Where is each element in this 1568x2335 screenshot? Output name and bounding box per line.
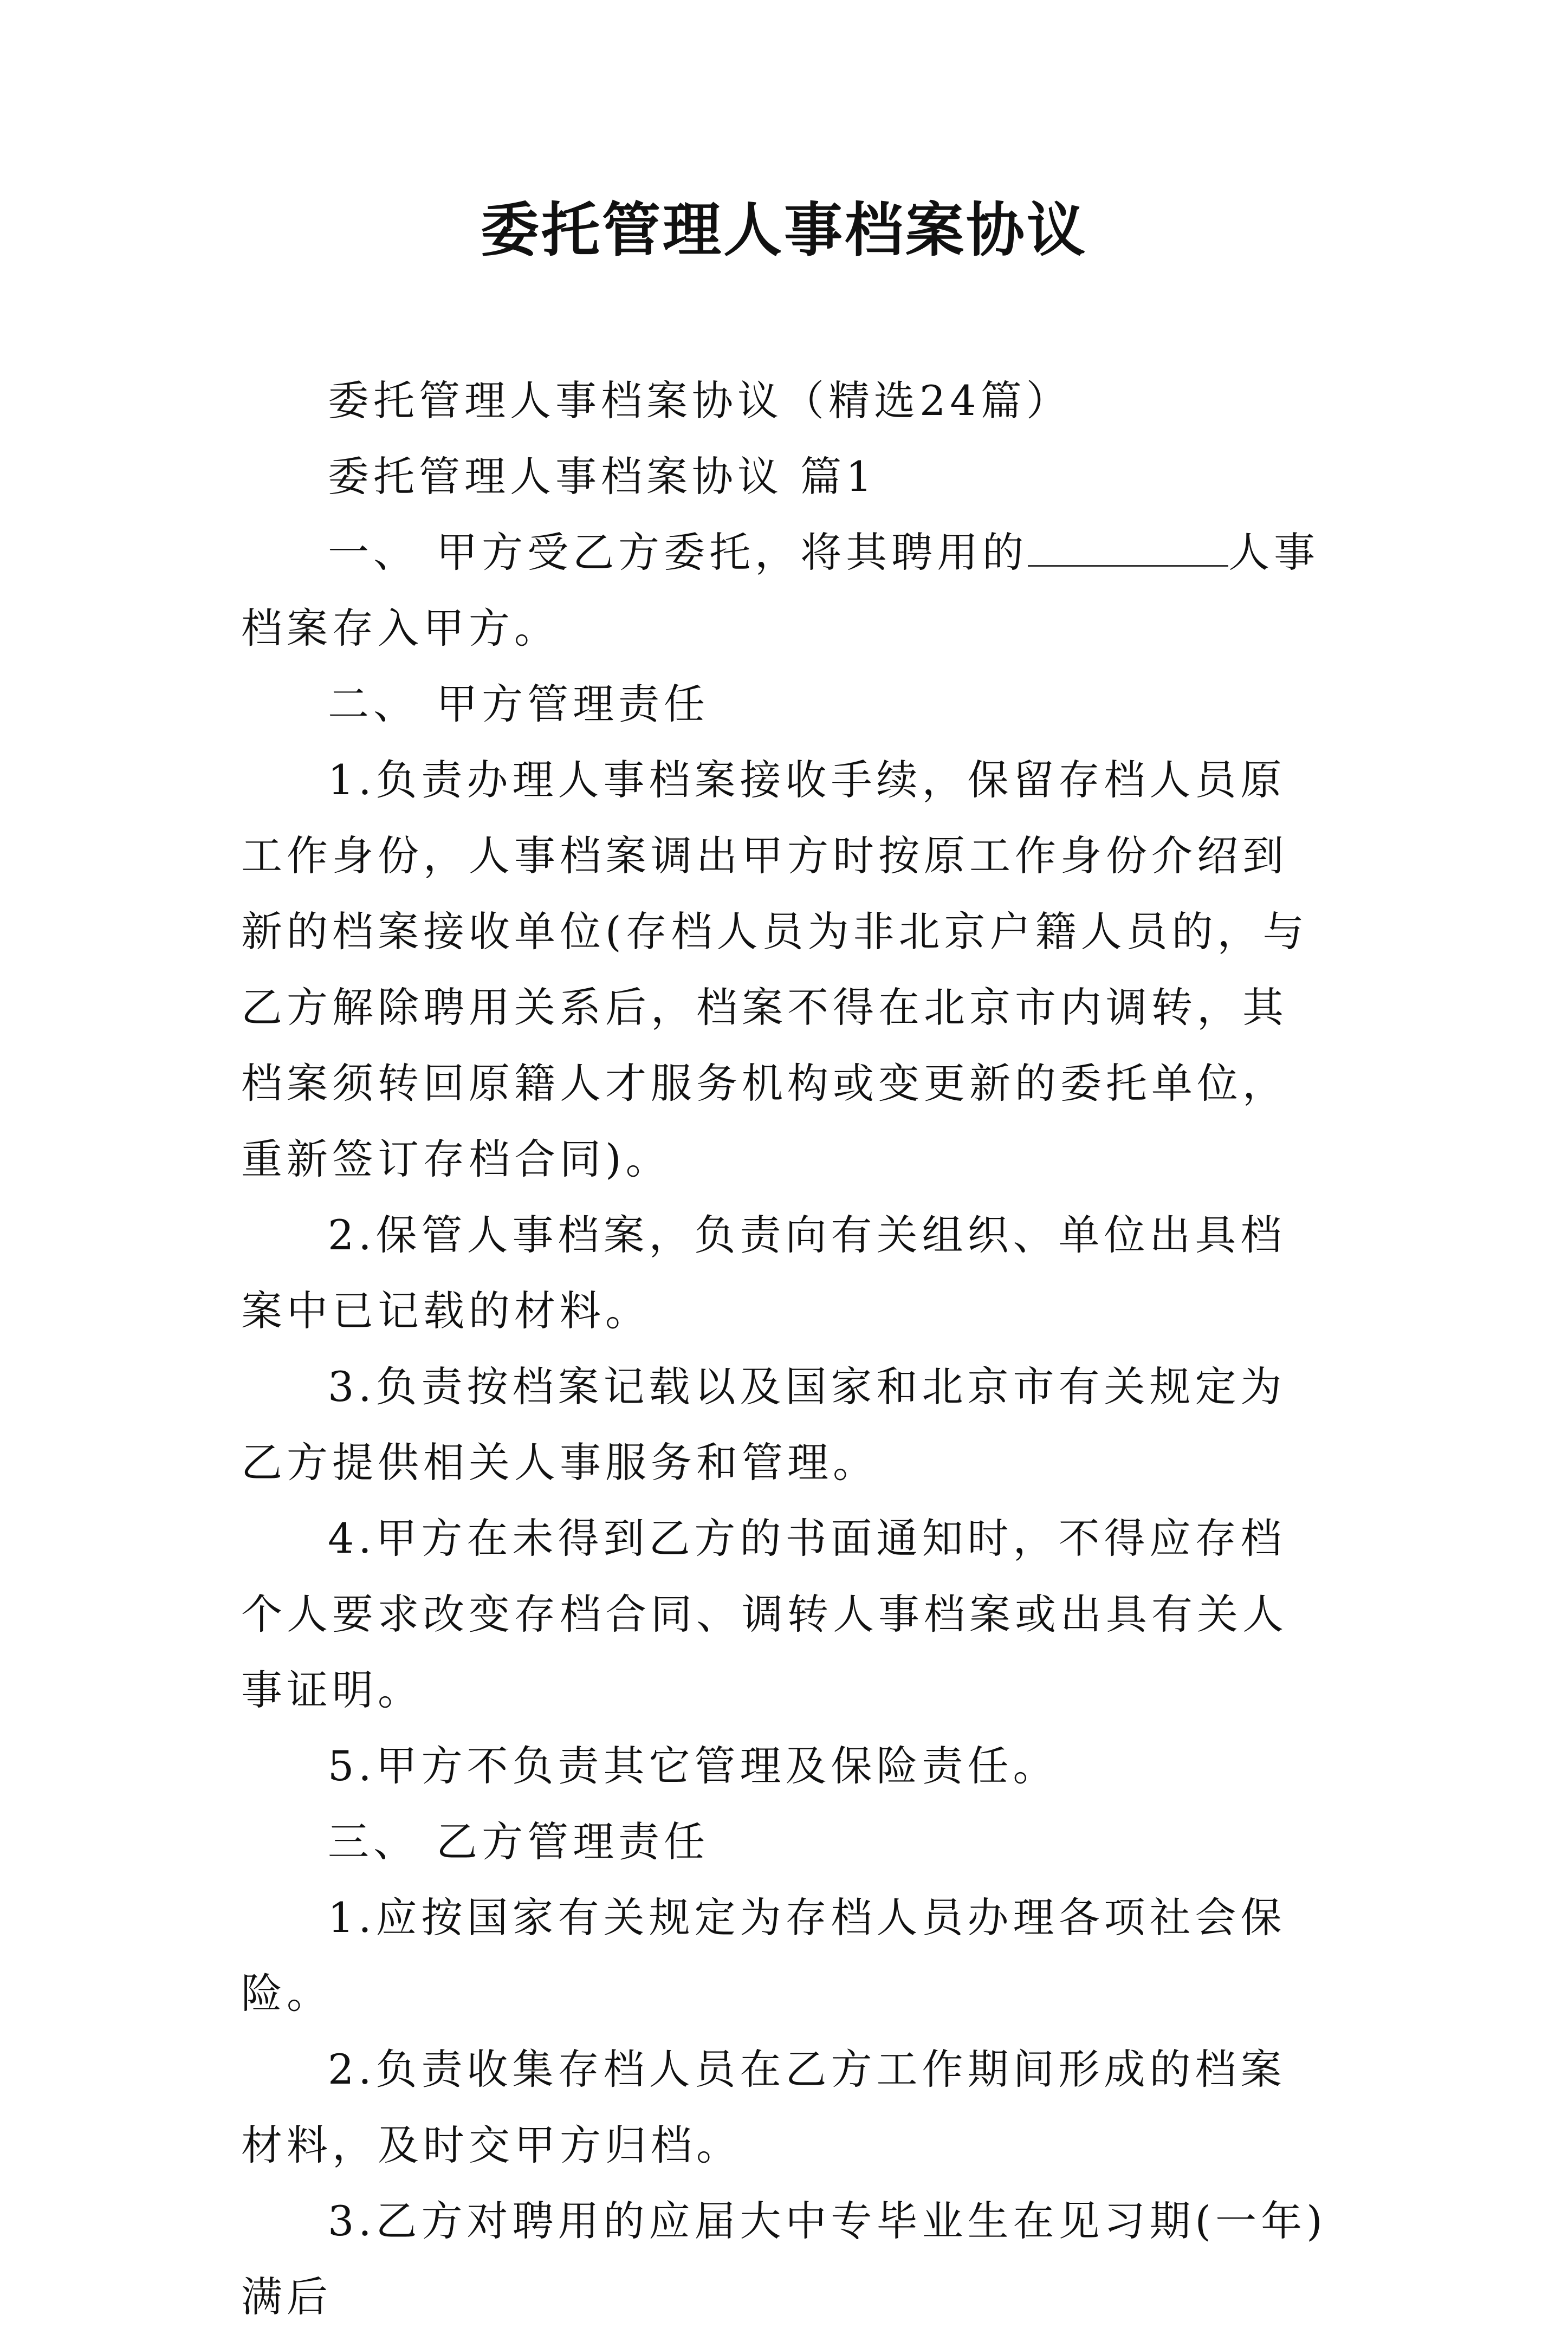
paragraph-item: 5.甲方不负责其它管理及保险责任。 [328, 1742, 1059, 1790]
clause-1-text-after: 人事档案存入甲方。 [241, 528, 1320, 652]
paragraph-item: 1.负责办理人事档案接收手续，保留存档人员原工作身份，人事档案调出甲方时按原工作身份介绍到新的档案接收单位(存档人员为非北京户籍人员的，与乙方解除聘用关系后，档案不得在北京市内调转，其档案须转回原籍人才服务机构或变更新的委托单位，重新签订存档合同)。 [241, 756, 1308, 1183]
paragraph-item: 3.负责按档案记载以及国家和北京市有关规定为乙方提供相关人事服务和管理。 [241, 1363, 1286, 1487]
paragraph-item: 2.负责收集存档人员在乙方工作期间形成的档案材料，及时交甲方归档。 [241, 2045, 1286, 2169]
paragraph-heading-party-a: 二、 甲方管理责任 [328, 680, 710, 728]
paragraph-section-heading: 委托管理人事档案协议 篇1 [328, 452, 877, 501]
paragraph-item: 1.应按国家有关规定为存档人员办理各项社会保险。 [241, 1893, 1286, 2018]
paragraph-clause-1 [241, 515, 1327, 666]
paragraph-heading-party-b: 三、 乙方管理责任 [328, 1818, 710, 1866]
document-body [241, 363, 1327, 2335]
paragraph-item: 2.保管人事档案，负责向有关组织、单位出具档案中已记载的材料。 [241, 1211, 1286, 1335]
paragraph-item: 3.乙方对聘用的应届大中专毕业生在见习期(一年)满后 [241, 2197, 1327, 2321]
paragraph-subtitle: 委托管理人事档案协议（精选24篇） [328, 377, 1072, 425]
fill-in-blank [1028, 533, 1228, 567]
clause-1-text-before: 一、 甲方受乙方委托，将其聘用的 [328, 528, 1028, 576]
document-title: 委托管理人事档案协议 [480, 196, 1087, 264]
paragraph-item: 4.甲方在未得到乙方的书面通知时，不得应存档个人要求改变存档合同、调转人事档案或出具有关人事证明。 [241, 1514, 1288, 1714]
